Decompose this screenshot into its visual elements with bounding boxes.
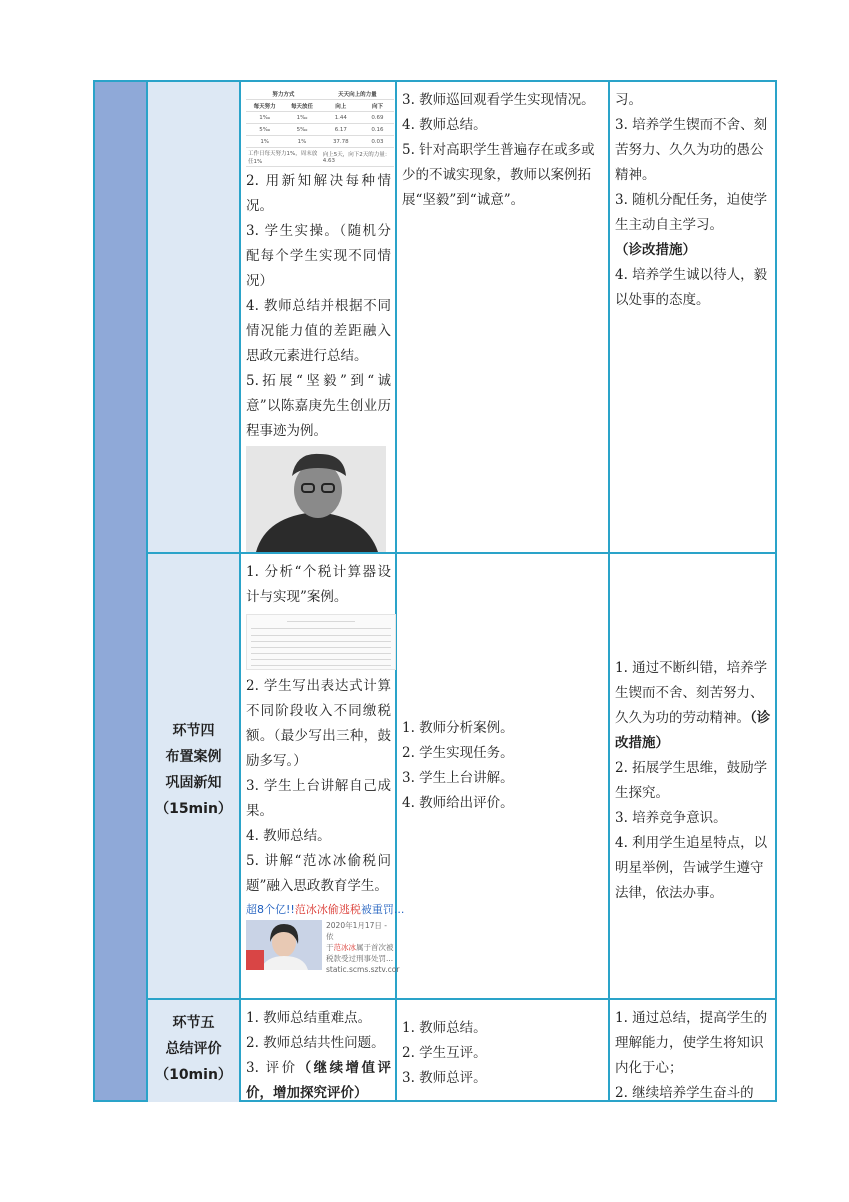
teacher-item: 3. 学生上台讲解。 [402,770,514,786]
intent-item: 4. 培养学生诚以待人，毅以处事的态度。 [615,267,768,308]
intent-item: 4. 利用学生追星特点，以明星举例，告诫学生遵守法律，依法办事。 [615,835,768,901]
efficiency-table-image: 努力方式 天天向上的力量 每天努力 每天放任 向上 向下 1‰ 1‰ 1.44 0.69 5‰ 5‰ 6.17 0.16 1% 1% 37.78 0.03 工作日每天努力1%，周末放任1% 向上5天，向下2天的力量：4.63 [246,88,394,167]
stage-label: 巩固新知 [165,775,222,791]
section-column [95,82,148,1100]
content-item: 4. 教师总结。 [246,828,331,844]
content-item: 3. 学生上台讲解自己成果。 [246,778,391,819]
teacher-item: 5. 针对高职学生普遍存在或多或少的不诚实现象，教师以案例拓展“坚毅”到“诚意”。 [402,142,595,208]
stage-cell [148,1000,241,1102]
stage-duration: （15min） [155,801,232,817]
teacher-item: 1. 教师总结。 [402,1020,487,1036]
content-item: 1. 教师总结重难点。 [246,1010,372,1026]
portrait-photo [246,446,386,552]
design-intent-cell [610,82,777,552]
design-intent-cell [610,1000,777,1102]
content-item: 5. 讲解“范冰冰偷税问题”融入思政教育学生。 [246,853,391,894]
news-thumbnail [246,920,322,970]
stage-cell [148,82,241,552]
news-snippet-image: 超8个亿!!范冰冰偷逃税被重罚... 2020年1月17日 - 依 于范冰冰属于首次被 税款受过刑事处罚... static.scms.sztv.cor [246,903,405,974]
intent-item: 1. 通过不断纠错，培养学生锲而不舍、刻苦努力、久久为功的劳动精神。（诊改措施） [615,660,771,751]
stage-label: 总结评价 [165,1041,222,1057]
teacher-item: 4. 教师给出评价。 [402,795,514,811]
design-intent-cell [610,554,777,998]
content-item: 2. 学生写出表达式计算不同阶段收入不同缴税额。（最少写出三种，鼓励多写。） [246,678,391,769]
content-cell [241,1000,397,1102]
stage-cell [148,554,241,998]
table-row [148,82,775,554]
teacher-item: 2. 学生实现任务。 [402,745,514,761]
intent-item: 2. 继续培养学生奋斗的 [615,1085,754,1101]
teacher-item: 2. 学生互评。 [402,1045,487,1061]
teacher-item: 1. 教师分析案例。 [402,720,514,736]
stage-label: 环节五 [172,1015,215,1031]
lesson-plan-table [93,80,777,1102]
stage-duration: （10min） [155,1067,232,1083]
intent-item: 3. 随机分配任务，迫使学生主动自主学习。 [615,192,768,233]
intent-item: 3. 培养竞争意识。 [615,810,727,826]
content-item: 1. 分析“个税计算器设计与实现”案例。 [246,564,391,605]
content-item: 3. 评价（继续增值评价，增加探究评价） [246,1060,392,1101]
intent-item: 1. 通过总结，提高学生的理解能力，使学生将知识内化于心； [615,1010,768,1076]
teacher-activity-cell [397,1000,610,1102]
teacher-item: 4. 教师总结。 [402,117,487,133]
stage-label: 布置案例 [165,749,222,765]
content-item: 5.拓展“坚毅”到“诚意”以陈嘉庚先生创业历程事迹为例。 [246,373,391,439]
content-cell [241,82,397,552]
intent-item: 2. 拓展学生思维，鼓励学生探究。 [615,760,768,801]
teacher-activity-cell [397,82,610,552]
teacher-item: 3. 教师巡回观看学生实现情况。 [402,92,595,108]
content-item: 3. 学生实操。（随机分配每个学生实现不同情况） [246,223,391,289]
content-cell [241,554,405,998]
intent-item: 习。 [615,92,642,108]
intent-item: 3. 培养学生锲而不舍、刻苦努力、久久为功的愚公精神。 [615,117,768,183]
content-item: 2. 教师总结共性问题。 [246,1035,385,1051]
table-row [148,1000,775,1102]
case-sheet-image [246,614,396,670]
intent-item: （诊改措施） [615,242,696,258]
teacher-item: 3. 教师总评。 [402,1070,487,1086]
teacher-activity-cell [397,554,610,998]
stage-label: 环节四 [172,723,215,739]
content-item: 2. 用新知解决每种情况。 [246,173,391,214]
content-item: 4. 教师总结并根据不同情况能力值的差距融入思政元素进行总结。 [246,298,391,364]
table-row [148,554,775,1000]
